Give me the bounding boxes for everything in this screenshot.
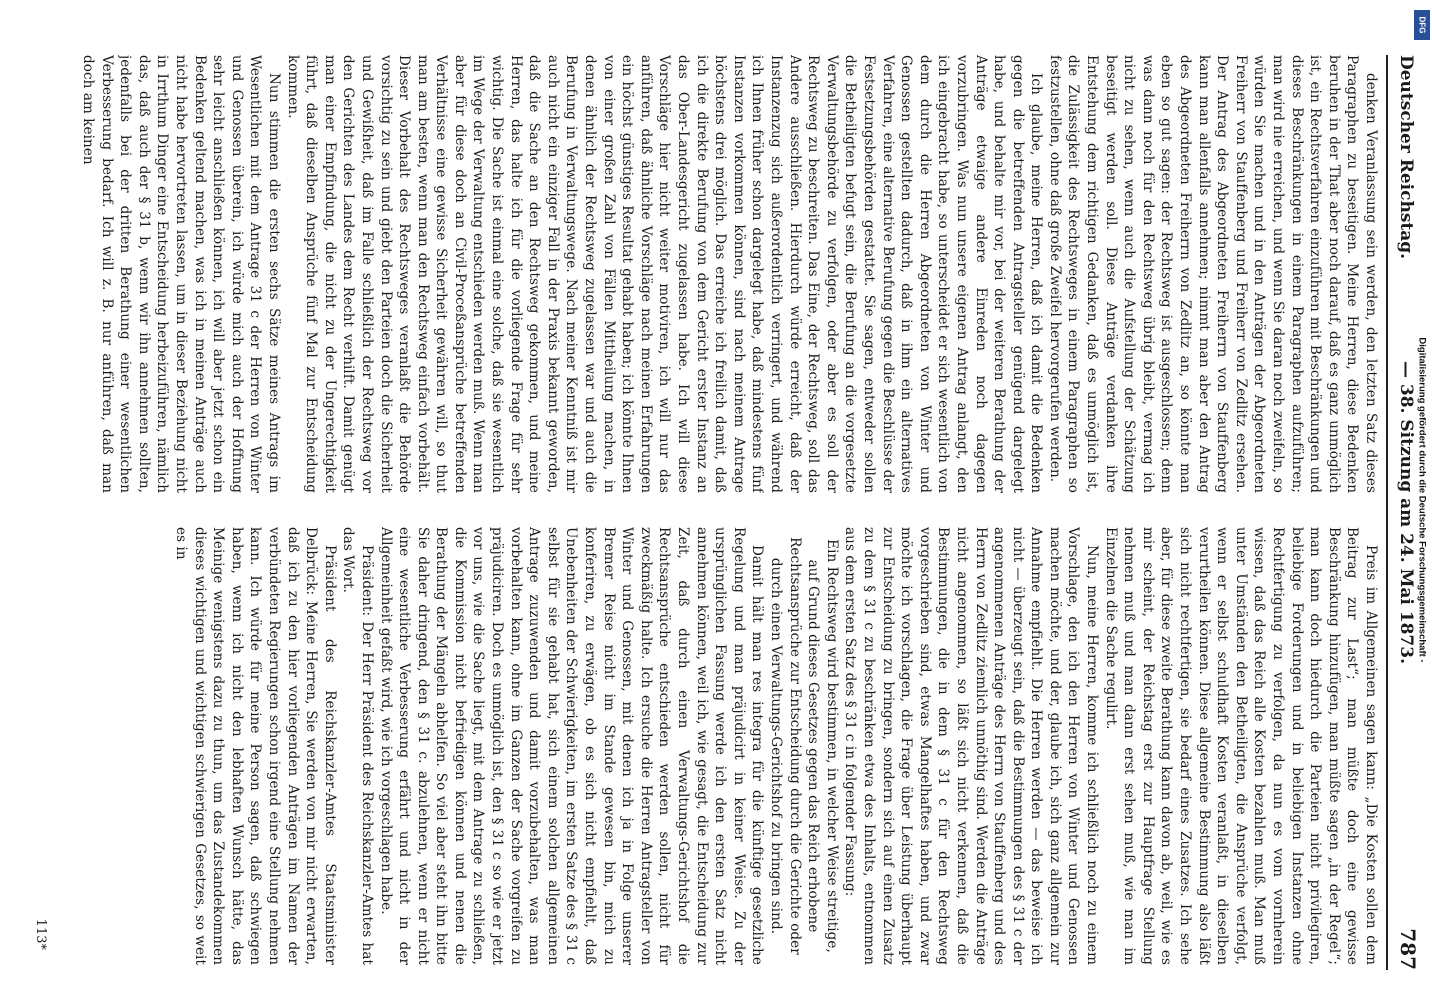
paragraph: Damit hält man res integra für die künftige gesetzliche Regelung und man präjudicirt in keiner Weise. Zu der ursprünglichen Fassung werde ich den ersten Satz nicht annehmen können, weil ich, wie gesagt, die Entscheidung zur Zeit, daß durch einen Verwaltungs-Gerichtshof die Rechtsansprüche entschieden werden sollen, nicht für zweckmäßig halte. Ich ersuche die Herren Antragsteller von Winter und Genossen, mit denen ich ja in Folge unserer Bremer Reise nicht im Stande gewesen bin, mich zu konferiren, zu erwägen, ob es sich nicht empfiehlt, daß Unebenheiten der Schwierigkeiten, im ersten Satze des § 31 c selbst für sie gehabt hat, sich einem solchen allgemeinen Antrage zuzuwenden und damit vorzubehalten, was man vorbehalten kann, ohne im Ganzen der Sache vorgreifen zu präjudiciren. Doch es unmöglich ist, den § 31 c so wie er jetzt vor uns, wie die Sache liegt, mit dem Antrage zu schließen, die Kommission nicht befriedigen können und nenen die Berathung der Mängeln abhelfen. So viel aber steht ihn bitte Sie daher dringend, den § 31 c. abzulehnen, wenn er nicht eine wesentliche Verbesserung erfährt und nicht in der Allgemeinheit gefaßt wird, wie ich vorgeschlagen habe.: [377, 527, 766, 965]
quoted-proposal: Ein Rechtsweg wird bestimmen, in welcher Weise streitige, auf Grund dieses Gesetzes gegen das Reich erhobene Rechtsansprüche zur Entscheidung durch die Gerichte oder durch einen Verwaltungs-Gerichtshof zu bringen sind.: [768, 537, 840, 955]
paragraph: Nun, meine Herren, komme ich schließlich noch zu einem Vorschlage, den ich den Herren von Winter und Genossen machen möchte, und der, glaube ich, sich ganz allgemein zur Annahme empfiehlt. Die Herren werden — das beweise ich nicht — überzeugt sein, daß die Bestimmungen des § 31 c der angenommenen Anträge des Herrn von Stauffenberg und des Herrn von Zedlitz ziemlich unnöthig sind. Werden die Anträge nicht angenommen, so läßt sich nicht verkennen, daß die Bestimmungen, die in dem § 31 c für den Rechtsweg vorgeschrieben sind, etwas Mangelhaftes haben, und zwar möchte ich vorschlagen, die Frage über Leistung überhaupt zur Entscheidung zu bringen, sondern sich auf einen Zusatz zu dem § 31 c zu beschränken etwa des Inhalts, entnommen aus dem ersten Satz des § 31 c in folgender Fassung:: [842, 527, 1101, 965]
paragraph: Ich glaube, meine Herren, daß ich damit die Bedenken gegen die betreffenden Antragsteller genügend dargelegt habe, und behalte mir vor, bei der weiteren Berathung der Anträge etwaige andere Einreden noch dagegen vorzubringen. Was nun unsere eigenen Antrag anlangt, den ich eingebracht habe, so unterscheidet er sich wesentlich von dem durch die Herren Abgeordneten von Winter und Genossen gestellten dadurch, daß in ihm ein alternatives Verfahren, eine alternative Berufung gegen die Beschlüsse der Festsetzungsbehörden gestattet. Sie sagen, entweder sollen die Betheiligten befugt sein, die Berufung an die vorgesetzte Verwaltungsbehörde zu verfolgen, oder aber es soll der Rechtsweg zu beschreiten. Das Eine, der Rechtsweg, soll das Andere ausschließen. Hierdurch würde erreicht, daß der Instanzenzug sich außerordentlich verringert, und während ich Ihnen früher schon dargelegt habe, daß mindestens fünf Instanzen vorkommen können, sind nach meinem Antrage höchstens drei möglich. Das erreiche ich freilich damit, daß ich die direkte Berufung von dem Gericht erster Instanz an das Ober-Landesgericht zugelassen habe. Ich will diese Vorschläge hier nicht weiter motiviren, ich will nur das anführen, daß ähnliche Vorschläge nach meinen Erfahrungen ein höchst günstiges Resultat gehabt haben; ich könnte Ihnen von einer großen Zahl von Fällen Mittheilung machen, in denen ähnlich der Rechtsweg zugelassen war und auch die Berufung in Verwaltungswege. Nach meiner Kenntniß ist mir auch nicht ein einziger Fall in der Praxis bekannt geworden, daß die Sache an den Rechtsweg gekommen, und meine Herren, das halte ich für die vorliegende Frage für sehr wichtig. Die Sache ist einmal eine solche, daß sie wesentlich im Wege der Verwaltung entschieden werden muß. Wenn man aber für diese doch an Civil-Proceßansprüche betreffenden Verhältnisse eine gewisse Sicherheit gewähren will, so thut man am besten, wenn man den Rechtsweg einfach vorbehält. Dieser Vorbehalt des Rechtsweges veranlaßt die Behörde vorsichtig zu sein und giebt den Parteien doch die Sicherheit und Gewißheit, daß im Falle schließlich der Rechtsweg vor den Gerichten des Landes dem Recht verhilft. Damit genügt man einer Empfindung, die nicht zu der Ungerechtigkeit führt, daß dieselben Ansprüche fünf Mal zur Entscheidung kommen.: [284, 55, 1045, 493]
dfg-logo: DFG: [1414, 10, 1430, 40]
document-page: [29, 55, 1424, 970]
paragraph: denken Veranlassung sein werden, den letzten Satz dieses Paragraphen zu beseitigen. Meine Herren, diese Bedenken beruhen in der That aber noch darauf, daß es ganz unmöglich ist, ein Rechtsverfahren einzuführen mit Beschränkungen und dieses Beschränkungen in einem Paragraphen aufzuführen; man wird nie erreichen, und wenn Sie daran noch zweifeln, so würden Sie machen und in den Anträgen der Abgeordneten Freiherr von Stauffenberg und Freiherr von Zedlitz ersehen. Der Antrag des Abgeordneten Freiherrn von Stauffenberg kann man allenfalls annehmen; nimmt man aber den Antrag des Abgeordneten Freiherrn von Zedlitz an, so könnte man eben so gut sagen: der Rechtsweg ist ausgeschlossen; denn was dann noch für den Rechtsweg übrig bleibt, vermag ich nicht zu sehen, wenn auch die Aufstellung der Schätzung beseitigt werden soll. Diese Anträge verdanken ihre Entstehung dem richtigen Gedanken, daß es unmöglich ist, die Zulässigkeit des Rechtsweges in einem Paragraphen so festzustellen, ohne daß große Zweifel hervorgerufen werden.: [1046, 55, 1379, 493]
page-number: 787: [1396, 928, 1420, 970]
digitization-sidebar: [1412, 0, 1432, 1000]
paragraph: Preis im Allgemeinen sagen kann: „Die Kosten sollen dem Beitrag zur Last“; man müßte doch eine gewisse Beschränkung hinzufügen, man müßte sagen „in der Regel“; man kann doch hiedurch die Parteien nicht privilegiren, beliebige Forderungen und in beliebigen Instanzen ohne Rechtfertigung zu verfolgen, da nun es vom vornherein wissen, daß das Reich alle Kosten bezahlen muß. Man muß unter Umständen den Betheiligten, die Ansprüche verfolgt, wenn er selbst schuldhaft Kosten veranlaßt, in dieselben verurtheilen können. Diese allgemeine Bestimmung also läßt sich nicht rechtfertigen, sie bedarf eines Zusatzes. Ich sehe aber, für diese zweite Berathung kann davon ab, weil, wie es mir scheint, der Reichstag erst zur Hauptfrage Stellung nehmen muß und man dann erst sehen muß, wie man im Einzelnen die Sache regulirt.: [1102, 527, 1379, 965]
paragraph: Nun stimmen die ersten sechs Sätze meines Antrags im Wesentlichen mit dem Antrage 31 c der Herren von Winter und Genossen überein, ich würde mich auch der Hoffnung sehr leicht anschließen können, ich will aber jetzt schon ein Bedenken geltend machen, was ich in meinen Anträge auch nicht habe hervortreten lassen, um in dieser Beziehung nicht in Irrthum Dinger eine Entscheidung herbeizuführen, nämlich das, daß auch der § 31 b, wenn wir ihn annehmen sollten, jedenfalls bei der dritten Berathung einer wesentlichen Verbesserung bedarf. Ich will z. B. nur anführen, daß man doch am keinen: [80, 55, 282, 493]
text-column-right: [40, 527, 1380, 965]
sheet-number: 113*: [33, 918, 48, 950]
speaker-paragraph: Präsident des Reichskanzler-Amtes Staatsminister Delbrück: Meine Herren, Sie werden von mir nicht erwarten, daß ich zu den hier vorliegenden Anträgen im Namen der verbündeten Regierungen schon irgend eine Stellung nehmen kann. Ich würde für meine Person sagen, daß schwiegen haben, wenn ich nicht den lebhaften Wunsch hätte, das Meinige wenigstens dazu zu thun, um das Zustandekommen dieses wichtigen und wichtigen schwierigen Gesetzes, so weit es in: [173, 527, 338, 965]
header-title: Deutscher Reichstag.: [1396, 55, 1416, 260]
funding-credit: Digitalisierung gefördert durch die Deutsche Forschungsgemeinschaft -: [1416, 337, 1428, 663]
header-rule: [1386, 55, 1388, 970]
header-session: — 38. Sitzung am 24. Mai 1873.: [1396, 360, 1416, 665]
speaker-paragraph: Präsident: Der Herr Präsident des Reichskanzler-Amtes hat das Wort.: [340, 527, 375, 965]
text-column-left: [40, 55, 1380, 493]
